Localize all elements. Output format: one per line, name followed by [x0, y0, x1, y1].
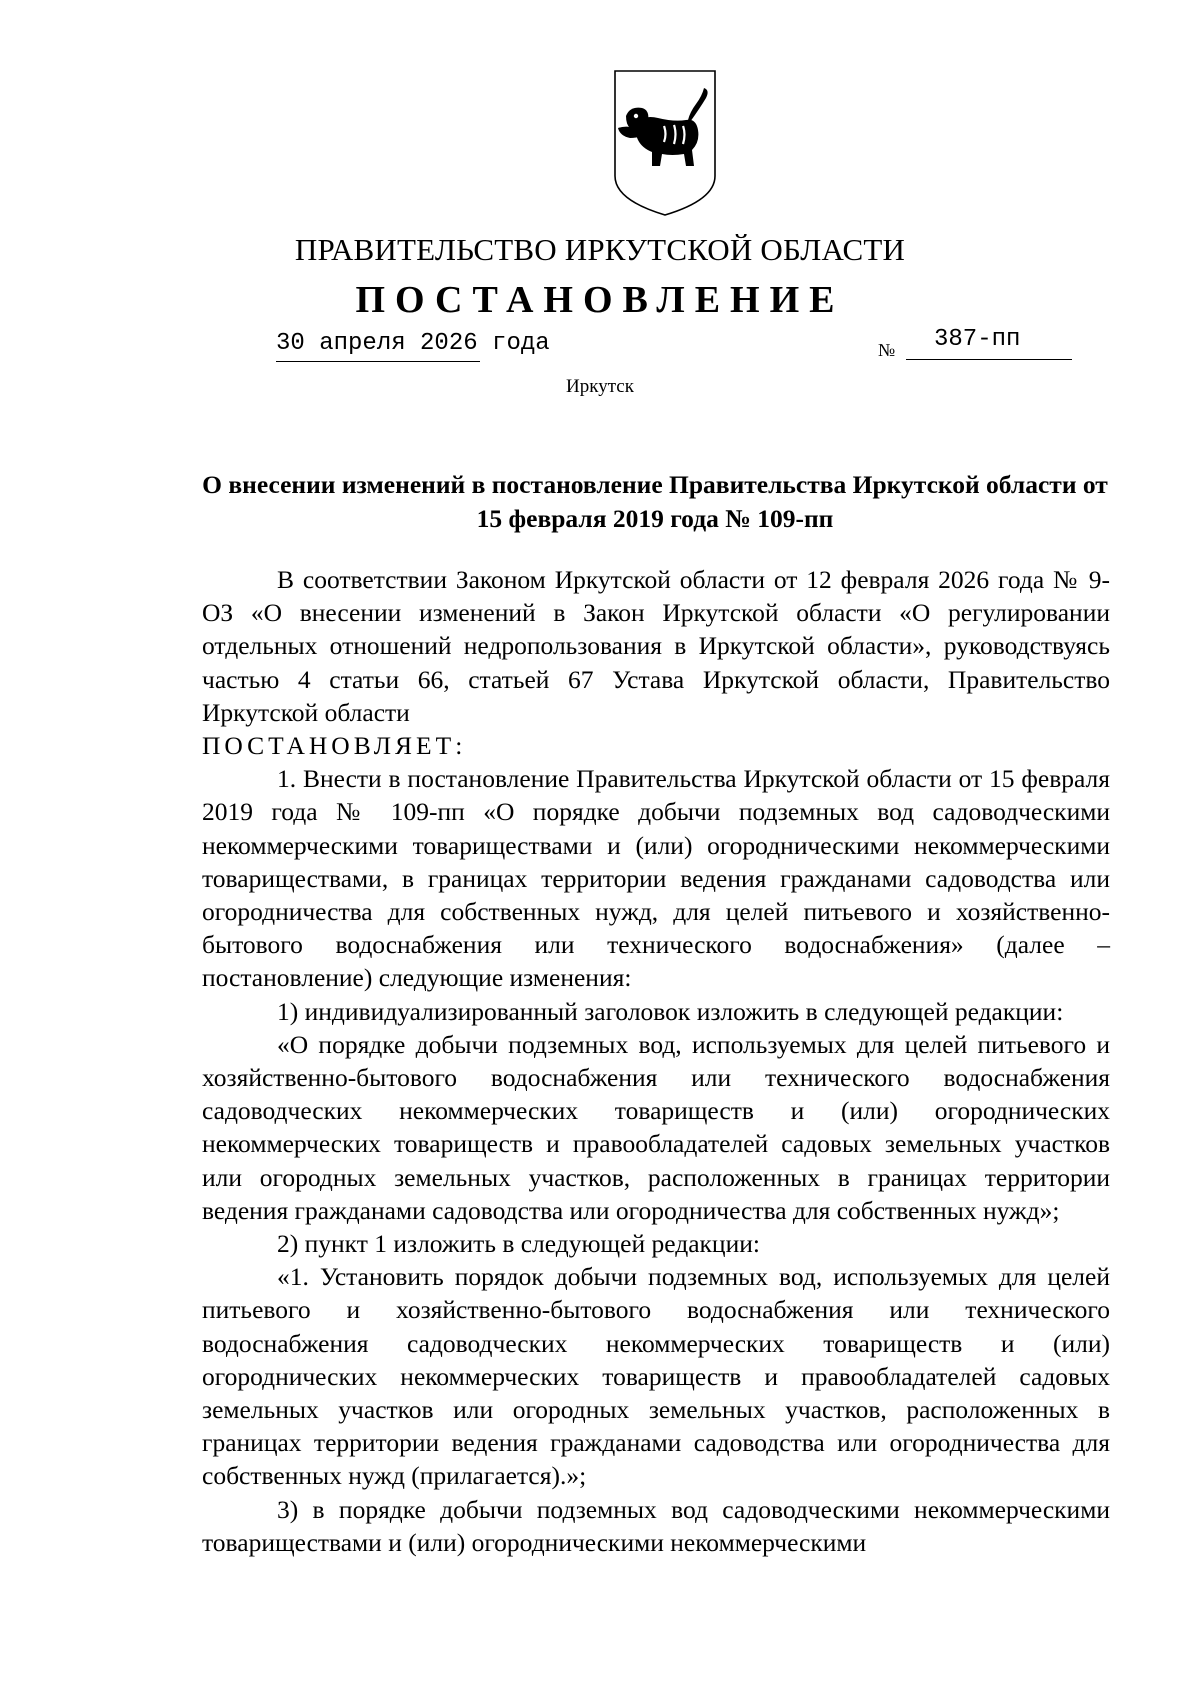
number-sign: № — [878, 340, 896, 360]
subitem-1-paragraph: 1) индивидуализированный заголовок изложить в следующей редакции: — [277, 996, 1064, 1026]
date-underline — [276, 361, 480, 362]
preamble-paragraph: В соответствии Законом Иркутской области от 12 февраля 2026 года № 9-ОЗ «О внесении изменений в Закон Иркутской области «О регулировании отдельных отношений недропользования в Иркутской области», руководствуясь частью 4 статьи 66, статьей 67 Устава Иркутской области, Правительство Иркутской области — [202, 565, 1110, 727]
subitem-2-paragraph: 2) пункт 1 изложить в следующей редакции: — [277, 1229, 760, 1259]
number-underline — [906, 359, 1072, 360]
city-name: Иркутск — [566, 376, 634, 397]
decree-number: 387-пп — [934, 326, 1021, 353]
decree-date: 30 апреля 2026 года — [276, 330, 550, 357]
resolves-heading: ПОСТАНОВЛЯЕТ: — [202, 731, 467, 761]
subitem-2-text: «1. Установить порядок добычи подземных вод, используемых для целей питьевого и хозяйственно-бытового водоснабжения или технического водоснабжения садоводческих некоммерческих товариществ и (или) огороднических некоммерческих товариществ и правообладателей садовых земельных участков или огородных земельных участков, расположенных в границах территории ведения гражданами садоводства или огородничества для собственных нужд (прилагается).»; — [202, 1262, 1110, 1491]
decree-subject: О внесении изменений в постановление Правительства Иркутской области от 15 февраля 2019 года № 109-пп — [202, 470, 1108, 533]
coat-of-arms-emblem — [612, 68, 718, 218]
decree-body — [202, 563, 1110, 1559]
government-name: ПРАВИТЕЛЬСТВО ИРКУТСКОЙ ОБЛАСТИ — [294, 232, 906, 267]
item-1-paragraph: 1. Внести в постановление Правительства Иркутской области от 15 февраля 2019 года № 109-пп «О порядке добычи подземных вод садоводческими некоммерческими товариществами и (или) огородническими некоммерческими товариществами, в границах территории ведения гражданами садоводства или огородничества для собственных нужд, для целей питьевого и хозяйственно-бытового водоснабжения или технического водоснабжения» (далее – постановление) следующие изменения: — [202, 764, 1110, 993]
decree-number-block — [878, 326, 1074, 366]
subitem-3-paragraph: 3) в порядке добычи подземных вод садоводческими некоммерческими товариществами и (или) огородническими некоммерческими — [202, 1494, 1110, 1557]
document-type-title: ПОСТАНОВЛЕНИЕ — [355, 279, 845, 321]
subitem-1-text: «О порядке добычи подземных вод, используемых для целей питьевого и хозяйственно-бытового водоснабжения или технического водоснабжения садоводческих некоммерческих товариществ и (или) огороднических некоммерческих товариществ и правообладателей садовых земельных участков или огородных земельных участков, расположенных в границах территории ведения гражданами садоводства или огородничества для собственных нужд»; — [202, 1029, 1110, 1225]
